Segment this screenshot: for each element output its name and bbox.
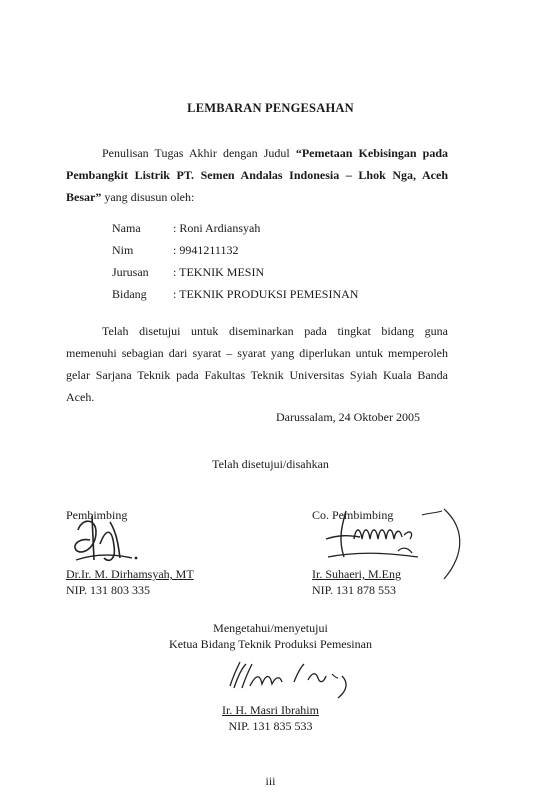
page-number: iii <box>265 774 276 788</box>
place-date: Darussalam, 24 Oktober 2005 <box>276 410 420 424</box>
identity-label: Nim <box>112 243 134 257</box>
supervisor-signature <box>70 508 150 568</box>
supervisor-name: Dr.Ir. M. Dirhamsyah, MT <box>66 567 194 581</box>
intro-trail: yang disusun oleh: <box>101 190 195 204</box>
approval-paragraph: Telah disetujui untuk diseminarkan pada tingkat bidang guna memenuhi sebagian dari syarat – syarat yang diperlukan untuk memperoleh gelar Sarjana Teknik pada Fakultas Teknik Universitas Syiah Kuala Banda Aceh. <box>66 324 448 404</box>
head-approval-block <box>0 620 541 652</box>
head-name-block <box>0 702 541 734</box>
supervisor-nip: NIP. 131 803 335 <box>66 583 151 597</box>
identity-value: : TEKNIK PRODUKSI PEMESINAN <box>173 287 359 301</box>
intro-paragraph <box>66 142 448 208</box>
supervisor-name-block <box>66 566 194 598</box>
co-supervisor-name-block <box>312 566 401 598</box>
approved-label: Telah disetujui/disahkan <box>212 457 329 471</box>
head-signature <box>224 656 364 706</box>
identity-row-department <box>112 265 358 287</box>
identity-label: Jurusan <box>112 265 149 279</box>
identity-label: Bidang <box>112 287 147 301</box>
co-supervisor-name: Ir. Suhaeri, M.Eng <box>312 567 401 581</box>
identity-value: : 9941211132 <box>173 243 239 257</box>
co-supervisor-nip: NIP. 131 878 553 <box>312 583 397 597</box>
identity-row-name <box>112 221 358 243</box>
student-identity-table <box>112 221 358 309</box>
head-nip: NIP. 131 835 533 <box>228 719 313 733</box>
head-name: Ir. H. Masri Ibrahim <box>222 703 319 717</box>
identity-value: : TEKNIK MESIN <box>173 265 265 279</box>
co-supervisor-role: Co. Pembimbing <box>312 508 394 522</box>
thesis-title: “Pemetaan Kebisingan pada Pembangkit Listrik PT. Semen Andalas Indonesia – Lhok Nga, Aceh Besar” <box>66 146 449 204</box>
page-title: LEMBARAN PENGESAHAN <box>187 101 354 115</box>
supervisor-role: Pembimbing <box>66 508 128 522</box>
intro-lead: Penulisan Tugas Akhir dengan Judul <box>102 146 296 160</box>
identity-row-field <box>112 287 358 309</box>
identity-label: Nama <box>112 221 141 235</box>
identity-value: : Roni Ardiansyah <box>173 221 261 235</box>
head-position: Ketua Bidang Teknik Produksi Pemesinan <box>169 637 372 651</box>
identity-row-nim <box>112 243 358 265</box>
head-acknowledge-label: Mengetahui/menyetujui <box>213 621 328 635</box>
